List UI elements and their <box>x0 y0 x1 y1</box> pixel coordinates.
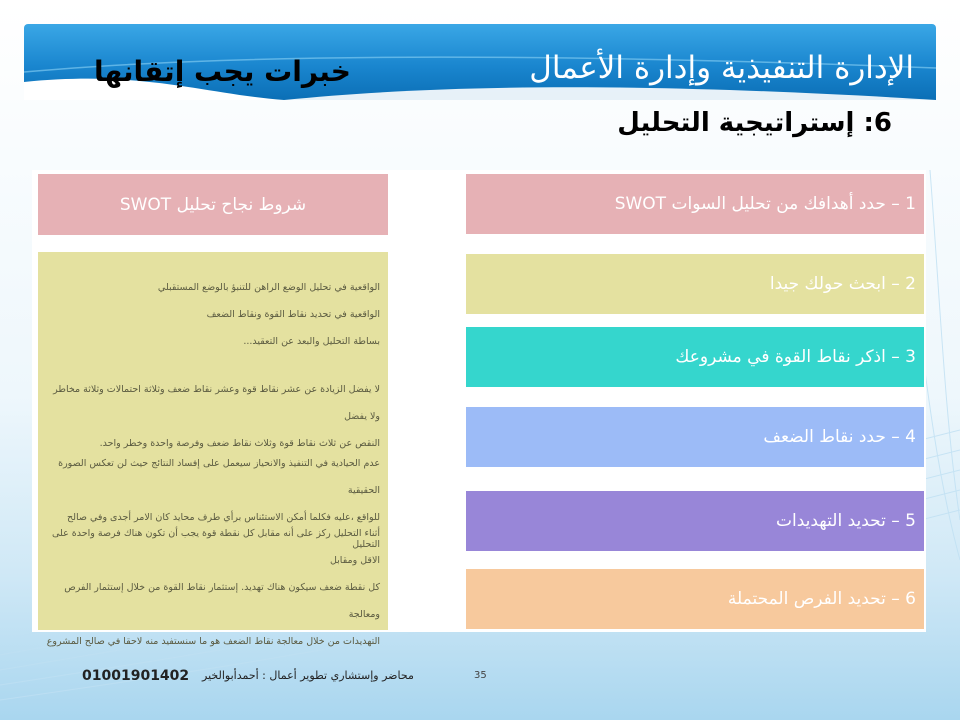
footer-credit: محاضر وإستشاري تطوير أعمال : أحمدأبوالخير <box>202 669 414 682</box>
page-number: 35 <box>474 670 487 681</box>
swot-conditions-header: شروط نجاح تحليل SWOT <box>38 174 388 235</box>
header-banner <box>24 24 936 100</box>
condition-line: الواقعية في تحليل الوضع الراهن للتنبؤ بالوضع المستقبلي <box>157 282 380 293</box>
condition-line: التهديدات من خلال معالجة نقاط الضعف هو ما سنستفيد منه لاحقا في صالح المشروع <box>46 636 380 647</box>
step-1-box: 1 – حدد أهدافك من تحليل السوات SWOT <box>466 174 924 234</box>
condition-line: بساطة التحليل والبعد عن التعقيد... <box>243 336 380 347</box>
step-6-box: 6 – تحديد الفرص المحتملة <box>466 569 924 629</box>
condition-line: أثناء التحليل ركز على أنه مقابل كل نقطة قوة يجب أن تكون هناك فرصة واحدة على الاقل ومقابل <box>52 528 380 566</box>
condition-line: النقص عن ثلاث نقاط قوة وثلاث نقاط ضعف وفرصة واحدة وخطر واحد. <box>99 438 380 449</box>
step-4-box: 4 – حدد نقاط الضعف <box>466 407 924 467</box>
condition-paragraph <box>42 376 380 457</box>
condition-paragraph <box>42 520 380 655</box>
swot-conditions-body <box>38 252 388 647</box>
header-subtitle: خبرات يجب إتقانها <box>94 55 351 88</box>
condition-paragraph <box>42 274 380 355</box>
header-title: الإدارة التنفيذية وإدارة الأعمال <box>529 50 914 86</box>
footer-phone: 01001901402 <box>82 668 190 684</box>
condition-line: الواقعية في تحديد نقاط القوة ونقاط الضعف <box>206 309 380 320</box>
condition-line: عدم الحيادية في التنفيذ والانحياز سيعمل على إفساد النتائج حيث لن تعكس الصورة الحقيقية <box>58 458 380 496</box>
step-5-box: 5 – تحديد التهديدات <box>466 491 924 551</box>
step-2-box: 2 – ابحث حولك جيدا <box>466 254 924 314</box>
condition-line: لا يفضل الزيادة عن عشر نقاط قوة وعشر نقاط ضعف وثلاثة احتمالات وثلاثة مخاطر ولا يفضل <box>53 384 380 422</box>
condition-line: كل نقطة ضعف سيكون هناك تهديد. إستثمار نقاط القوة من خلال إستثمار الفرص ومعالجة <box>64 582 380 620</box>
condition-line: للواقع ،عليه فكلما أمكن الاستئناس برأي طرف محايد كان الامر أجدى وفي صالح التحليل <box>66 512 380 550</box>
section-title: 6: إستراتيجية التحليل <box>617 108 892 138</box>
step-3-box: 3 – اذكر نقاط القوة في مشروعك <box>466 327 924 387</box>
